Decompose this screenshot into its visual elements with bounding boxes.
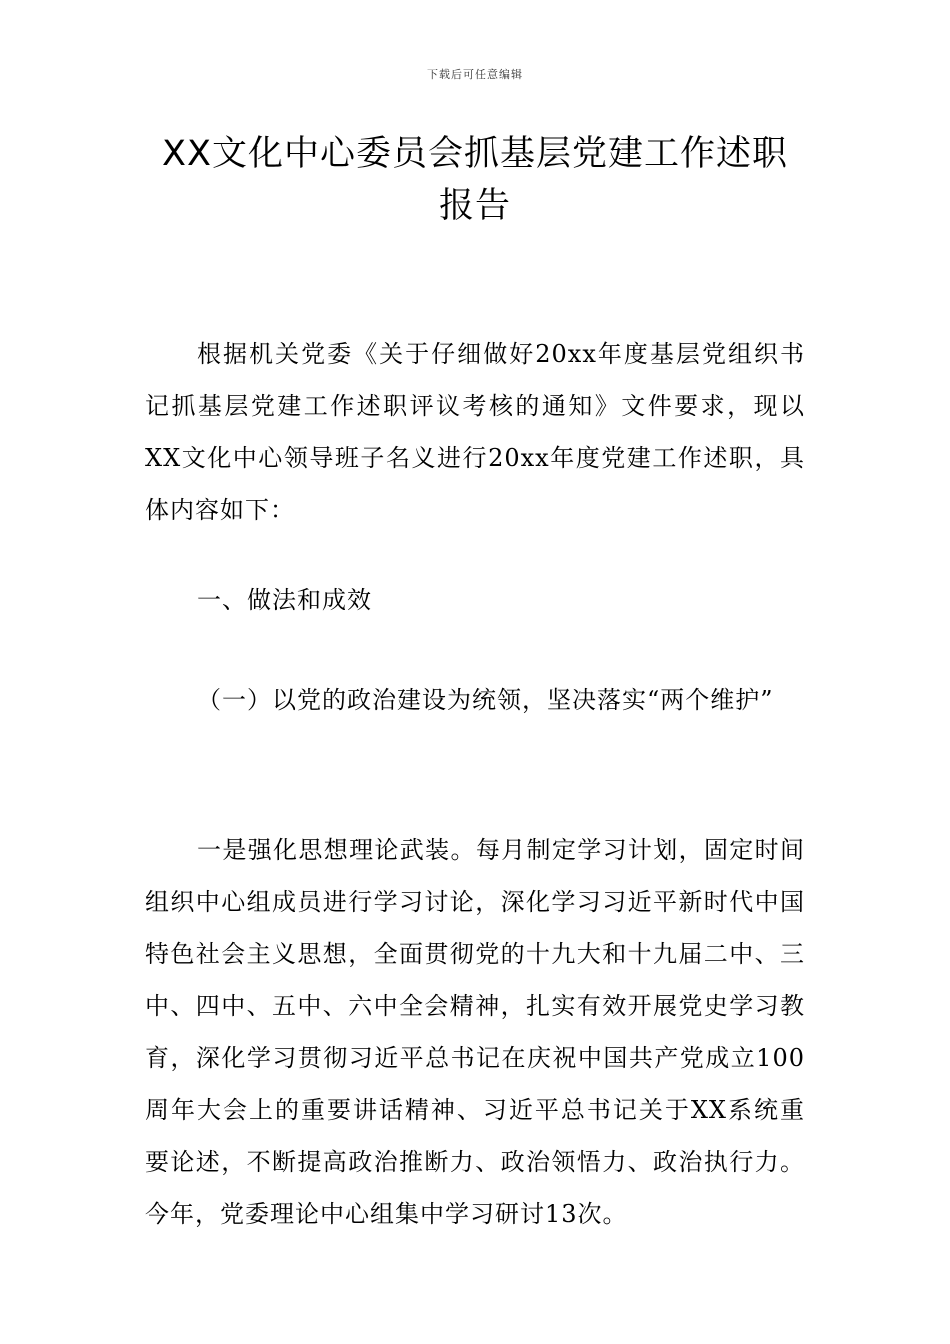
section-heading-text: 一、做法和成效: [197, 586, 372, 614]
section-heading: [145, 574, 805, 626]
body-paragraph: [145, 824, 805, 1240]
subsection-heading: [145, 674, 805, 726]
subsection-heading-text: （一）以党的政治建设为统领，坚决落实“两个维护”: [197, 686, 774, 714]
header-note: 下载后可任意编辑: [427, 68, 523, 81]
intro-paragraph-text: 根据机关党委《关于仔细做好20xx年度基层党组织书记抓基层党建工作述职评议考核的通知》文件要求，现以XX文化中心领导班子名义进行20xx年度党建工作述职，具体内容如下：: [145, 340, 805, 524]
body-paragraph-text: 一是强化思想理论武装。每月制定学习计划，固定时间组织中心组成员进行学习讨论，深化学习习近平新时代中国特色社会主义思想，全面贯彻党的十九大和十九届二中、三中、四中、五中、六中全会精神，扎实有效开展党史学习教育，深化学习贯彻习近平总书记在庆祝中国共产党成立100周年大会上的重要讲话精神、习近平总书记关于XX系统重要论述，不断提高政治推断力、政治领悟力、政治执行力。今年，党委理论中心组集中学习研讨13次。: [145, 836, 805, 1228]
document-title: XX文化中心委员会抓基层党建工作述职报告: [162, 134, 788, 226]
intro-paragraph: [145, 328, 805, 536]
